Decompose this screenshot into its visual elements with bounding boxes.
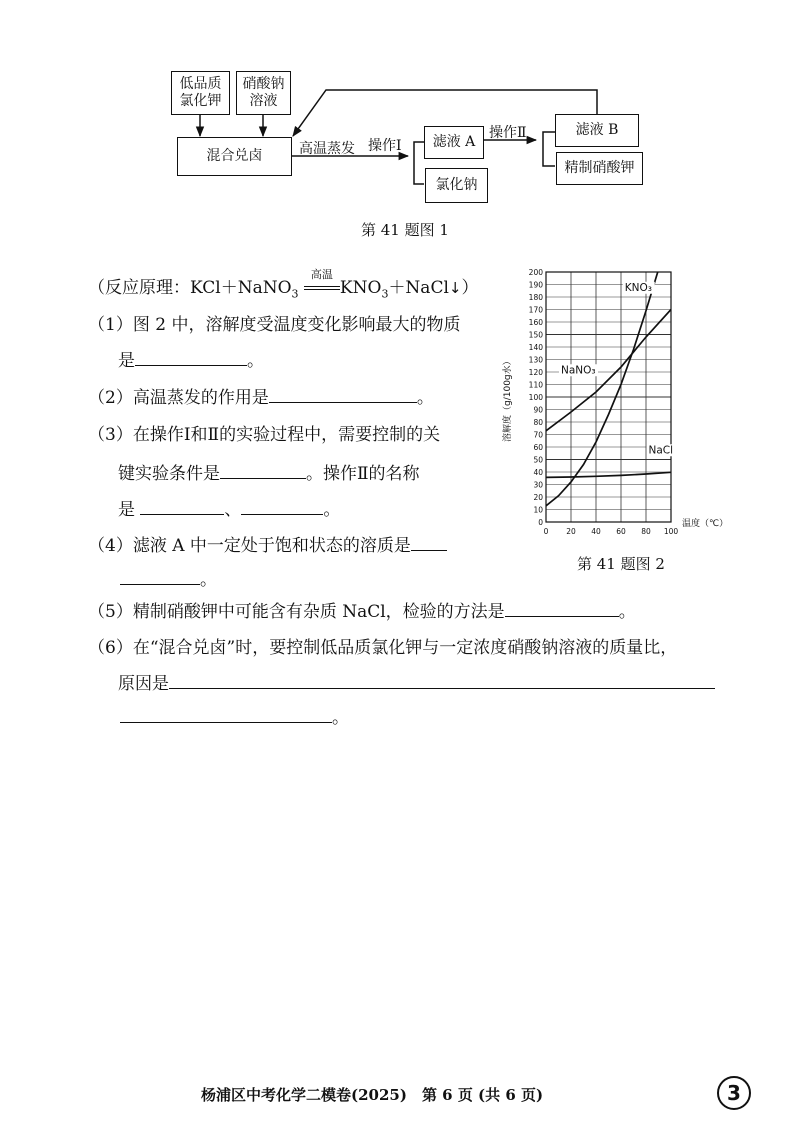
reaction-principle: （反应原理：KCl＋NaNO$_3$ 高温 $KNO_3+NaCl↓$） <box>88 268 479 301</box>
question-5: （5）精制硝酸钾中可能含有杂质 NaCl，检验的方法是 。 <box>88 598 636 624</box>
answer-blank-6b[interactable] <box>120 704 332 723</box>
y-tick-label: 140 <box>528 343 543 352</box>
answer-blank-6a[interactable] <box>169 670 715 689</box>
y-tick-label: 70 <box>533 430 543 440</box>
y-tick-label: 190 <box>528 280 543 290</box>
x-tick-label: 0 <box>543 527 549 536</box>
answer-blank-1[interactable] <box>135 347 247 366</box>
evaporation-label: 高温蒸发 <box>299 141 355 157</box>
mixing-box: 混合兑卤 <box>177 137 292 176</box>
question-3-line3: 是 、 。 <box>118 496 340 522</box>
question-6-line2: 原因是 <box>118 670 715 696</box>
y-tick-label: 20 <box>533 493 543 502</box>
series-label-nano: NaNO₃ <box>561 364 596 377</box>
y-tick-label: 160 <box>528 318 543 327</box>
answer-blank-4a[interactable] <box>411 532 447 551</box>
operation-2-label: 操作Ⅱ <box>489 125 527 141</box>
reaction-equals: 高温 <box>304 276 340 300</box>
bracket-op1 <box>414 142 424 184</box>
answer-blank-4b[interactable] <box>120 566 200 585</box>
y-tick-label: 170 <box>528 305 543 315</box>
operation-1-label: 操作Ⅰ <box>368 138 402 154</box>
question-2: （2）高温蒸发的作用是 。 <box>88 384 434 410</box>
y-tick-label: 50 <box>533 455 543 465</box>
answer-blank-2[interactable] <box>269 384 417 403</box>
question-4-line1: （4）滤液 A 中一定处于饱和状态的溶质是 <box>88 532 447 558</box>
y-tick-label: 120 <box>528 368 543 377</box>
chart-ylabel: 溶解度（g/100g水） <box>503 356 513 442</box>
x-tick-label: 80 <box>641 527 651 536</box>
y-tick-label: 110 <box>528 380 543 390</box>
filtrate-b-box: 滤液 B <box>555 114 639 147</box>
y-tick-label: 200 <box>528 268 543 277</box>
chart-xlabel: 温度（℃） <box>682 519 729 529</box>
y-tick-label: 30 <box>533 480 543 490</box>
y-tick-label: 90 <box>533 405 543 415</box>
y-tick-label: 10 <box>533 505 543 515</box>
question-4-line2: 。 <box>120 566 217 592</box>
page-footer: 杨浦区中考化学二模卷(2025) 第 6 页 (共 6 页) <box>201 1086 544 1104</box>
x-tick-label: 60 <box>616 527 626 536</box>
x-tick-label: 100 <box>663 527 679 536</box>
answer-blank-3c[interactable] <box>241 496 323 515</box>
filtrate-a-box: 滤液 A <box>424 126 484 159</box>
page-number-badge: 3 <box>717 1076 751 1110</box>
precipitate-arrow: ↓ <box>448 279 462 297</box>
answer-blank-3a[interactable] <box>220 460 306 479</box>
y-tick-label: 150 <box>528 330 543 340</box>
question-6-line3: 。 <box>120 704 349 730</box>
question-3-line1: （3）在操作Ⅰ和Ⅱ的实验过程中，需要控制的关 <box>88 425 441 445</box>
series-line-nacl <box>546 472 671 477</box>
series-line-kno <box>546 262 665 506</box>
y-tick-label: 80 <box>533 418 543 427</box>
y-tick-label: 40 <box>533 468 543 477</box>
answer-blank-5[interactable] <box>505 598 619 617</box>
y-tick-label: 100 <box>528 393 543 402</box>
y-tick-label: 130 <box>528 355 543 365</box>
low-quality-kcl-box: 低品质 氯化钾 <box>171 71 230 115</box>
flow-connectors <box>0 0 800 230</box>
series-label-kno: KNO₃ <box>624 281 652 294</box>
figure2-caption: 第 41 题图 2 <box>577 555 665 573</box>
bracket-op2 <box>543 132 555 166</box>
solubility-chart-svg <box>500 262 730 542</box>
x-tick-label: 40 <box>591 527 601 536</box>
question-6-line1: （6）在“混合兑卤”时，要控制低品质氯化钾与一定浓度硝酸钠溶液的质量比， <box>88 638 678 658</box>
answer-blank-3b[interactable] <box>140 496 224 515</box>
y-tick-label: 0 <box>538 518 543 527</box>
kcl-box: 氯化钠 <box>425 168 488 203</box>
nano3-solution-box: 硝酸钠 溶液 <box>236 71 291 115</box>
figure1-caption: 第 41 题图 1 <box>361 221 449 239</box>
refined-kno3-box: 精制硝酸钾 <box>556 152 643 185</box>
question-3-line2: 键实验条件是 。操作Ⅱ的名称 <box>118 460 420 486</box>
x-tick-label: 20 <box>566 527 576 536</box>
y-tick-label: 180 <box>528 293 543 302</box>
y-tick-label: 60 <box>533 443 543 452</box>
question-1-line1: （1）图 2 中，溶解度受温度变化影响最大的物质 <box>88 315 461 335</box>
question-1-line2: 是 。 <box>118 347 264 373</box>
series-label-nacl: NaCl <box>648 444 674 457</box>
recycle-arrow <box>293 90 597 136</box>
